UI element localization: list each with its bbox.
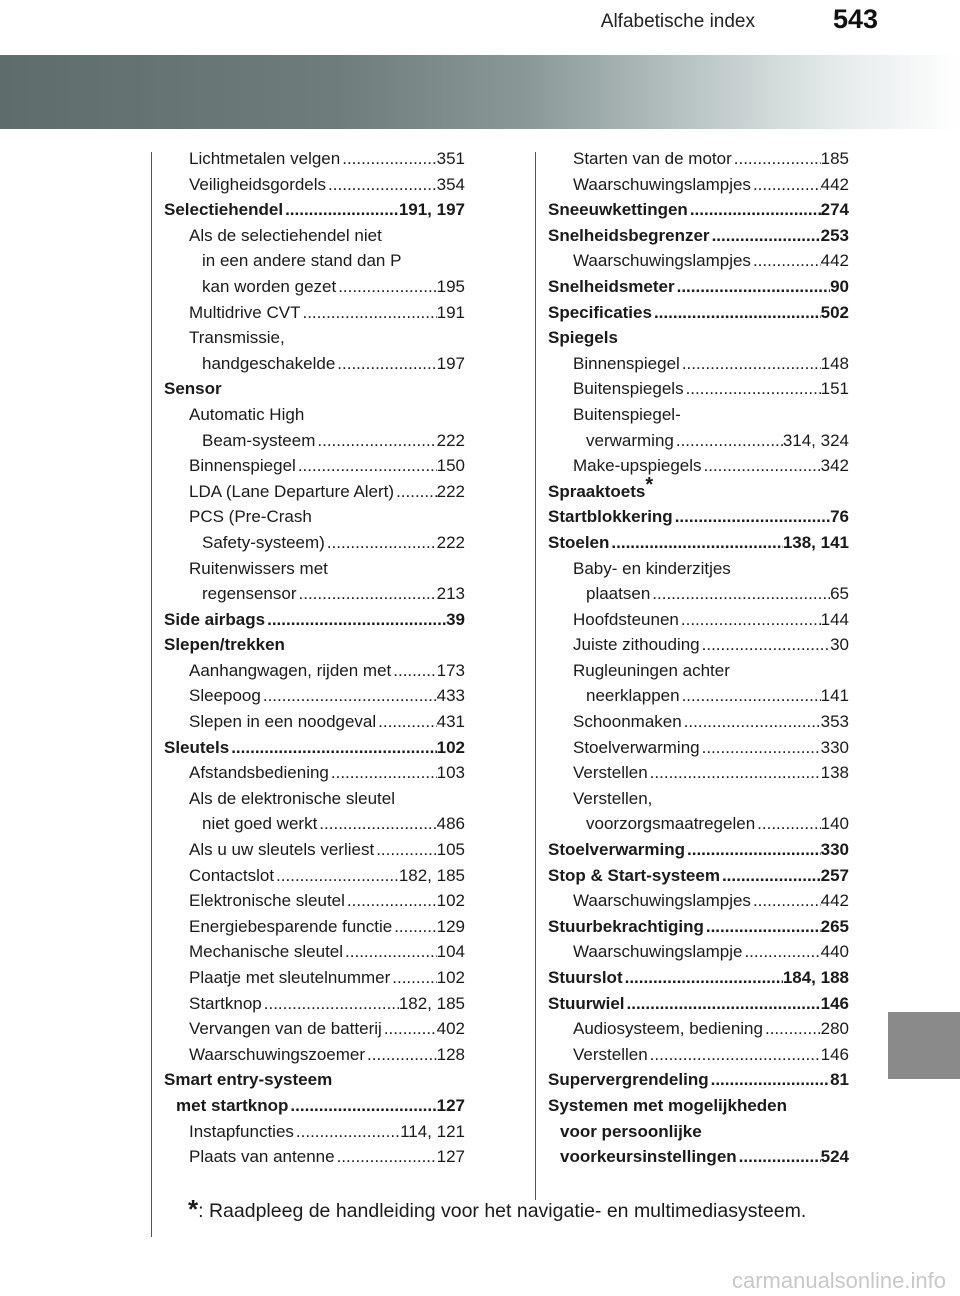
dot-leader <box>679 607 821 633</box>
entry-label: neerklappen <box>586 686 680 706</box>
index-entry <box>164 683 465 709</box>
entry-page-ref: 354 <box>436 174 465 194</box>
entry-page-ref: 151 <box>820 379 849 399</box>
dot-leader <box>688 197 821 223</box>
index-entry <box>548 504 849 530</box>
entry-label: Stoelverwarming <box>573 737 700 757</box>
index-entry <box>164 300 465 326</box>
dot-leader <box>704 914 821 940</box>
entry-page-ref: 351 <box>436 149 465 168</box>
entry-page-ref: 104 <box>436 942 465 962</box>
dot-leader <box>262 991 399 1017</box>
index-entry <box>164 1144 465 1170</box>
entry-label: Supervergrendeling <box>548 1070 709 1090</box>
entry-page-ref: 213 <box>436 584 465 604</box>
index-entry <box>548 683 849 709</box>
index-entry <box>548 991 849 1017</box>
entry-page-ref: 185 <box>820 149 849 168</box>
entry-label: Slepen in een noodgeval <box>189 712 377 732</box>
entry-page-ref: 102 <box>436 737 465 757</box>
dot-leader <box>742 939 820 965</box>
index-entry <box>548 735 849 761</box>
entry-label: Spraaktoets <box>548 481 646 501</box>
entry-label: Specificaties <box>548 302 652 322</box>
page-number: 543 <box>832 4 878 34</box>
index-entry <box>548 888 849 914</box>
dot-leader <box>326 172 437 198</box>
left-rule <box>151 152 152 1237</box>
index-entry <box>164 1093 465 1119</box>
index-entry <box>548 146 849 172</box>
index-entry <box>164 351 465 377</box>
dot-leader <box>340 146 436 172</box>
index-entry <box>164 1042 465 1068</box>
footnote-reference: * <box>645 473 654 496</box>
index-entry <box>164 914 465 940</box>
entry-label: kan worden gezet <box>202 276 337 296</box>
entry-label: Lichtmetalen velgen <box>189 149 341 168</box>
dot-leader <box>229 735 436 761</box>
entry-page-ref: 222 <box>436 532 465 552</box>
entry-label: Stoelverwarming <box>548 840 685 860</box>
index-entry <box>164 504 465 530</box>
entry-page-ref: 431 <box>436 712 465 732</box>
entry-label: plaatsen <box>586 584 651 604</box>
entry-label: Als de selectiehendel niet <box>189 225 382 245</box>
index-entry <box>548 1016 849 1042</box>
index-entry <box>164 479 465 505</box>
entry-page-ref: 433 <box>436 686 465 706</box>
dot-leader <box>345 888 437 914</box>
dot-leader <box>329 760 437 786</box>
entry-label: Ruitenwissers met <box>189 558 328 578</box>
index-entry <box>548 786 849 812</box>
entry-label: Sensor <box>164 379 222 399</box>
entry-label: Sneeuwkettingen <box>548 200 688 220</box>
dot-leader <box>609 530 782 556</box>
page-header <box>0 0 960 40</box>
dot-leader <box>710 223 821 249</box>
entry-label: Stuurwiel <box>548 993 625 1013</box>
dot-leader <box>700 735 821 761</box>
entry-page-ref: 314, 324 <box>782 430 849 450</box>
entry-label: Waarschuwingszoemer <box>189 1044 366 1064</box>
entry-page-ref: 81 <box>830 1070 849 1090</box>
index-column-left <box>164 146 465 1170</box>
entry-label: Transmissie, <box>189 328 285 348</box>
entry-page-ref: 127 <box>436 1095 465 1115</box>
index-entry <box>548 939 849 965</box>
dot-leader <box>702 453 821 479</box>
index-entry <box>164 402 465 428</box>
entry-label: Verstellen <box>573 1044 648 1064</box>
entry-label: Systemen met mogelijkheden <box>548 1095 788 1115</box>
index-entry <box>164 453 465 479</box>
dot-leader <box>317 811 436 837</box>
entry-page-ref: 128 <box>436 1044 465 1064</box>
entry-label: in een andere stand dan P <box>202 251 402 271</box>
entry-page-ref: 442 <box>820 251 849 271</box>
index-entry <box>164 811 465 837</box>
entry-label: handgeschakelde <box>202 353 336 373</box>
entry-label: Beam-systeem <box>202 430 316 450</box>
index-entry <box>548 1119 849 1145</box>
entry-label: Verstellen <box>573 763 648 783</box>
index-entry <box>164 428 465 454</box>
dot-leader <box>673 504 830 530</box>
dot-leader <box>265 607 446 633</box>
dot-leader <box>300 300 436 326</box>
dot-leader <box>709 1067 830 1093</box>
footnote-marker: * <box>188 1194 199 1224</box>
dot-leader <box>374 837 436 863</box>
index-entry <box>164 939 465 965</box>
index-entry <box>164 274 465 300</box>
dot-leader <box>394 479 437 505</box>
entry-label: Slepen/trekken <box>164 635 285 655</box>
entry-page-ref: 330 <box>820 840 849 860</box>
index-entry <box>548 351 849 377</box>
entry-label: Stuurslot <box>548 968 623 987</box>
dot-leader <box>623 965 783 991</box>
entry-page-ref: 182, 185 <box>398 993 465 1013</box>
dot-leader <box>261 683 437 709</box>
entry-label: Startknop <box>189 993 262 1013</box>
index-entry <box>548 428 849 454</box>
index-entry <box>548 172 849 198</box>
entry-label: Sleepoog <box>189 686 261 706</box>
entry-label: Hoofdsteunen <box>573 609 679 629</box>
entry-label: Multidrive CVT <box>189 302 301 322</box>
index-entry <box>164 709 465 735</box>
dot-leader <box>685 837 821 863</box>
column-divider <box>535 152 536 1200</box>
dot-leader <box>288 1093 436 1119</box>
dot-leader <box>751 172 821 198</box>
index-entry <box>548 1042 849 1068</box>
entry-label: PCS (Pre-Crash <box>189 507 312 527</box>
entry-page-ref: 127 <box>436 1147 465 1167</box>
entry-page-ref: 150 <box>436 456 465 476</box>
entry-label: LDA (Lane Departure Alert) <box>189 481 395 501</box>
dot-leader <box>392 914 436 940</box>
dot-leader <box>335 1144 437 1170</box>
dot-leader <box>680 683 821 709</box>
entry-label: Audiosysteem, bediening <box>573 1019 763 1039</box>
dot-leader <box>336 274 436 300</box>
entry-label: Als u uw sleutels verliest <box>189 840 375 860</box>
index-entry <box>164 248 465 274</box>
entry-page-ref: 330 <box>820 737 849 757</box>
index-entry <box>164 632 465 658</box>
index-entry <box>548 914 849 940</box>
entry-page-ref: 197 <box>436 353 465 373</box>
entry-label: Waarschuwingslampjes <box>573 174 751 194</box>
entry-page-ref: 257 <box>820 865 849 885</box>
entry-page-ref: 103 <box>436 763 465 783</box>
entry-label: Snelheidsbegrenzer <box>548 225 710 245</box>
dot-leader <box>652 300 821 326</box>
index-entry <box>548 376 849 402</box>
dot-leader <box>648 1042 821 1068</box>
dot-leader <box>335 351 436 377</box>
entry-label: niet goed werkt <box>202 814 318 834</box>
dot-leader <box>682 709 821 735</box>
entry-label: Buitenspiegels <box>573 379 684 399</box>
index-entry <box>548 1144 849 1170</box>
dot-leader <box>283 197 399 223</box>
entry-page-ref: 146 <box>820 1044 849 1064</box>
dot-leader <box>684 376 821 402</box>
dot-leader <box>751 888 821 914</box>
entry-label: Safety-systeem) <box>202 532 325 552</box>
index-entry <box>548 402 849 428</box>
entry-page-ref: 182, 185 <box>398 865 465 885</box>
entry-label: Waarschuwingslampjes <box>573 251 751 271</box>
entry-page-ref: 524 <box>820 1147 849 1167</box>
dot-leader <box>680 351 821 377</box>
index-entry <box>164 735 465 761</box>
entry-label: Baby- en kinderzitjes <box>573 558 731 578</box>
dot-leader <box>625 991 821 1017</box>
entry-label: Binnenspiegel <box>573 353 680 373</box>
dot-leader <box>390 965 436 991</box>
index-entry <box>548 300 849 326</box>
entry-page-ref: 39 <box>446 609 465 629</box>
entry-label: Stop & Start-systeem <box>548 865 720 885</box>
entry-label: Schoonmaken <box>573 712 682 732</box>
index-entry <box>164 965 465 991</box>
entry-label: Startblokkering <box>548 507 673 527</box>
index-entry <box>548 607 849 633</box>
entry-label: Automatic High <box>189 404 305 424</box>
entry-label: Waarschuwingslampjes <box>573 891 751 911</box>
entry-page-ref: 222 <box>436 481 465 501</box>
dot-leader <box>720 863 821 889</box>
entry-label: Elektronische sleutel <box>189 891 345 911</box>
entry-label: Smart entry-systeem <box>164 1070 333 1090</box>
entry-label: Als de elektronische sleutel <box>189 788 396 808</box>
entry-label: Verstellen, <box>573 788 653 808</box>
index-entry <box>548 197 849 223</box>
index-entry <box>548 248 849 274</box>
entry-label: Stoelen <box>548 532 610 552</box>
entry-label: Spiegels <box>548 328 618 348</box>
dot-leader <box>315 428 436 454</box>
index-entry <box>164 837 465 863</box>
dot-leader <box>297 581 437 607</box>
entry-page-ref: 129 <box>436 916 465 936</box>
dot-leader <box>755 811 820 837</box>
dot-leader <box>376 709 436 735</box>
entry-label: Plaatje met sleutelnummer <box>189 968 391 987</box>
entry-label: Vervangen van de batterij <box>189 1019 382 1039</box>
entry-page-ref: 486 <box>436 814 465 834</box>
entry-page-ref: 114, 121 <box>400 1121 465 1141</box>
entry-page-ref: 191 <box>436 302 465 322</box>
entry-label: Waarschuwingslampje <box>573 942 743 962</box>
entry-page-ref: 102 <box>436 891 465 911</box>
entry-label: Sleutels <box>164 737 230 757</box>
index-entry <box>164 607 465 633</box>
dot-leader <box>274 863 399 889</box>
entry-label: Instapfuncties <box>189 1121 294 1141</box>
entry-label: Juiste zithouding <box>573 635 700 655</box>
footnote-text: : Raadpleeg de handleiding voor het navigatie- en multimediasysteem. <box>198 1200 807 1222</box>
entry-page-ref: 102 <box>436 968 465 987</box>
entry-page-ref: 265 <box>820 916 849 936</box>
entry-label: Make-upspiegels <box>573 456 702 476</box>
index-entry <box>164 325 465 351</box>
entry-label: Selectiehendel <box>164 200 284 220</box>
entry-label: Aanhangwagen, rijden met <box>189 660 392 680</box>
index-entry <box>548 760 849 786</box>
index-entry <box>548 965 849 991</box>
index-entry <box>548 1067 849 1093</box>
index-entry <box>548 658 849 684</box>
index-entry <box>164 172 465 198</box>
index-entry <box>164 991 465 1017</box>
index-entry <box>548 453 849 479</box>
index-entry <box>548 811 849 837</box>
index-entry <box>164 530 465 556</box>
entry-page-ref: 280 <box>820 1019 849 1039</box>
entry-label: Rugleuningen achter <box>573 660 730 680</box>
entry-page-ref: 442 <box>820 891 849 911</box>
index-entry <box>164 376 465 402</box>
index-entry <box>548 530 849 556</box>
entry-page-ref: 30 <box>830 635 849 655</box>
entry-label: Buitenspiegel- <box>573 404 681 424</box>
index-entry <box>548 837 849 863</box>
index-entry <box>164 1016 465 1042</box>
entry-label: Starten van de motor <box>573 149 732 168</box>
section-thumb-tab <box>888 1012 960 1079</box>
entry-label: Stuurbekrachtiging <box>548 916 704 936</box>
dot-leader <box>650 581 830 607</box>
index-entry <box>548 325 849 351</box>
entry-label: verwarming <box>586 430 674 450</box>
entry-page-ref: 105 <box>436 840 465 860</box>
index-entry <box>548 709 849 735</box>
entry-page-ref: 146 <box>820 993 849 1013</box>
section-title: Alfabetische index <box>600 11 755 32</box>
index-entry <box>548 223 849 249</box>
watermark: carmanualsonline.info <box>731 1268 946 1293</box>
dot-leader <box>751 248 821 274</box>
dot-leader <box>648 760 821 786</box>
entry-page-ref: 148 <box>820 353 849 373</box>
entry-label: Mechanische sleutel <box>189 942 344 962</box>
index-entry <box>164 888 465 914</box>
dot-leader <box>365 1042 437 1068</box>
entry-page-ref: 440 <box>820 942 849 962</box>
dot-leader <box>391 658 436 684</box>
entry-label: Side airbags <box>164 609 266 629</box>
entry-page-ref: 138 <box>820 763 849 783</box>
entry-page-ref: 90 <box>830 276 849 296</box>
entry-page-ref: 140 <box>820 814 849 834</box>
dot-leader <box>732 146 821 172</box>
entry-page-ref: 144 <box>820 609 849 629</box>
index-entry <box>548 274 849 300</box>
index-entry <box>164 1119 465 1145</box>
index-entry <box>164 760 465 786</box>
header-banner <box>0 55 960 129</box>
index-entry <box>548 1093 849 1119</box>
entry-label: met startknop <box>176 1095 289 1115</box>
dot-leader <box>763 1016 821 1042</box>
entry-label: Binnenspiegel <box>189 456 296 476</box>
index-entry <box>164 556 465 582</box>
entry-label: Snelheidsmeter <box>548 276 675 296</box>
entry-label: voor persoonlijke <box>560 1121 702 1141</box>
dot-leader <box>294 1119 400 1145</box>
entry-label: voorzorgsmaatregelen <box>586 814 756 834</box>
entry-page-ref: 65 <box>830 584 849 604</box>
entry-page-ref: 76 <box>830 507 849 527</box>
dot-leader <box>325 530 437 556</box>
index-entry <box>164 146 465 172</box>
dot-leader <box>343 939 437 965</box>
index-entry <box>164 786 465 812</box>
entry-page-ref: 222 <box>436 430 465 450</box>
entry-label: Afstandsbediening <box>189 763 329 783</box>
entry-page-ref: 191, 197 <box>398 200 465 220</box>
entry-page-ref: 274 <box>820 200 849 220</box>
dot-leader <box>700 632 830 658</box>
entry-page-ref: 402 <box>436 1019 465 1039</box>
dot-leader <box>674 428 783 454</box>
entry-label: Energiebesparende functie <box>189 916 393 936</box>
index-entry <box>164 863 465 889</box>
entry-page-ref: 184, 188 <box>782 968 849 987</box>
index-entry <box>548 556 849 582</box>
entry-page-ref: 442 <box>820 174 849 194</box>
index-entry <box>164 1067 465 1093</box>
footnote <box>188 1194 807 1231</box>
entry-label: voorkeursinstellingen <box>560 1147 737 1167</box>
index-column-right <box>548 146 849 1170</box>
dot-leader <box>737 1144 821 1170</box>
entry-page-ref: 342 <box>820 456 849 476</box>
entry-page-ref: 141 <box>820 686 849 706</box>
entry-label: Plaats van antenne <box>189 1147 335 1167</box>
entry-page-ref: 173 <box>436 660 465 680</box>
index-entry <box>164 223 465 249</box>
entry-label: Contactslot <box>189 865 275 885</box>
index-entry <box>548 863 849 889</box>
entry-page-ref: 353 <box>820 712 849 732</box>
entry-page-ref: 195 <box>436 276 465 296</box>
index-entry <box>548 473 849 505</box>
entry-page-ref: 502 <box>820 302 849 322</box>
index-entry <box>548 581 849 607</box>
entry-label: Veiligheidsgordels <box>189 174 327 194</box>
index-entry <box>164 197 465 223</box>
dot-leader <box>296 453 437 479</box>
dot-leader <box>675 274 830 300</box>
dot-leader <box>382 1016 437 1042</box>
index-entry <box>164 581 465 607</box>
entry-label: regensensor <box>202 584 297 604</box>
entry-page-ref: 138, 141 <box>782 532 849 552</box>
entry-page-ref: 253 <box>820 225 849 245</box>
index-entry <box>164 658 465 684</box>
index-entry <box>548 632 849 658</box>
